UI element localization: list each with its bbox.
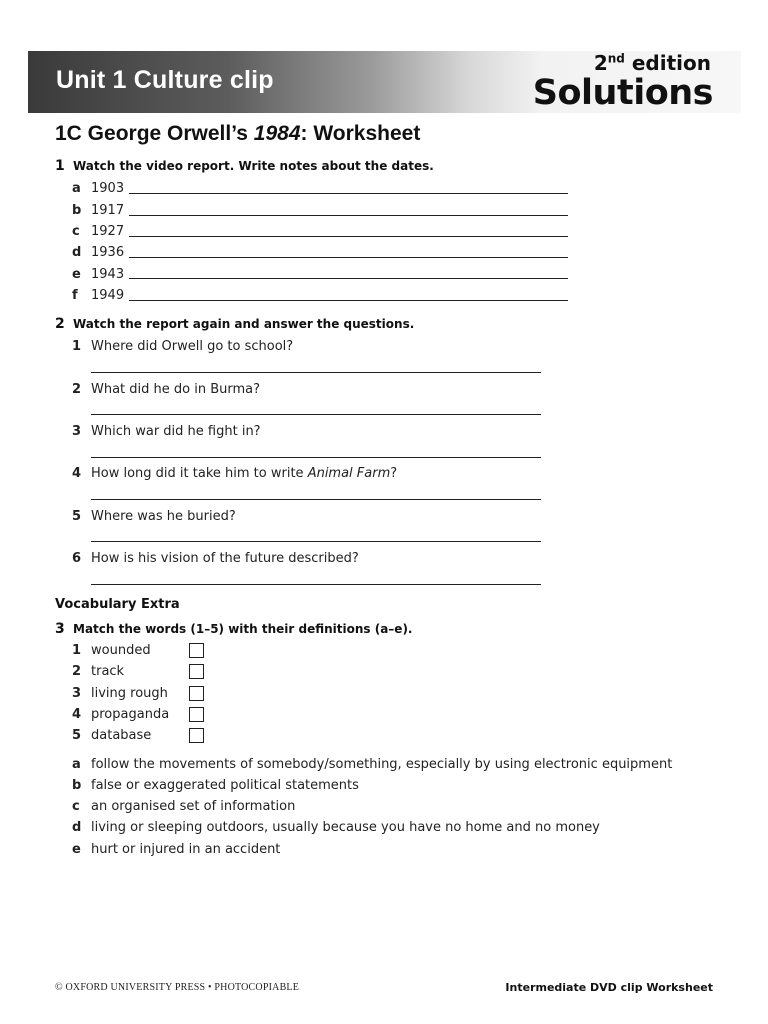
brand-logo: Solutions [532, 73, 713, 113]
unit-title: Unit 1 Culture clip [56, 66, 274, 94]
answer-line[interactable] [129, 278, 568, 279]
answer-line[interactable] [129, 300, 568, 301]
answer-checkbox[interactable] [189, 664, 204, 679]
exercise-3-instruction: 3 Match the words (1–5) with their definitions (a–e). [55, 621, 413, 637]
answer-line[interactable] [91, 541, 541, 542]
answer-checkbox[interactable] [189, 686, 204, 701]
answer-line[interactable] [129, 257, 568, 258]
answer-line[interactable] [129, 193, 568, 194]
vocabulary-heading: Vocabulary Extra [55, 597, 180, 612]
answer-line[interactable] [129, 215, 568, 216]
answer-line[interactable] [91, 457, 541, 458]
answer-line[interactable] [91, 584, 541, 585]
answer-line[interactable] [91, 499, 541, 500]
answer-checkbox[interactable] [189, 707, 204, 722]
answer-line[interactable] [129, 236, 568, 237]
page-title: 1C George Orwell’s 1984: Worksheet [55, 122, 421, 145]
header-banner [28, 51, 741, 113]
answer-line[interactable] [91, 372, 541, 373]
worksheet-level: Intermediate DVD clip Worksheet [505, 981, 713, 994]
answer-checkbox[interactable] [189, 643, 204, 658]
answer-line[interactable] [91, 414, 541, 415]
answer-checkbox[interactable] [189, 728, 204, 743]
exercise-2-instruction: 2 Watch the report again and answer the questions. [55, 316, 415, 332]
copyright-notice: © OXFORD UNIVERSITY PRESS • PHOTOCOPIABLE [55, 982, 300, 993]
edition-label: 2nd edition [593, 51, 711, 75]
exercise-1-instruction: 1 Watch the video report. Write notes about the dates. [55, 158, 434, 174]
